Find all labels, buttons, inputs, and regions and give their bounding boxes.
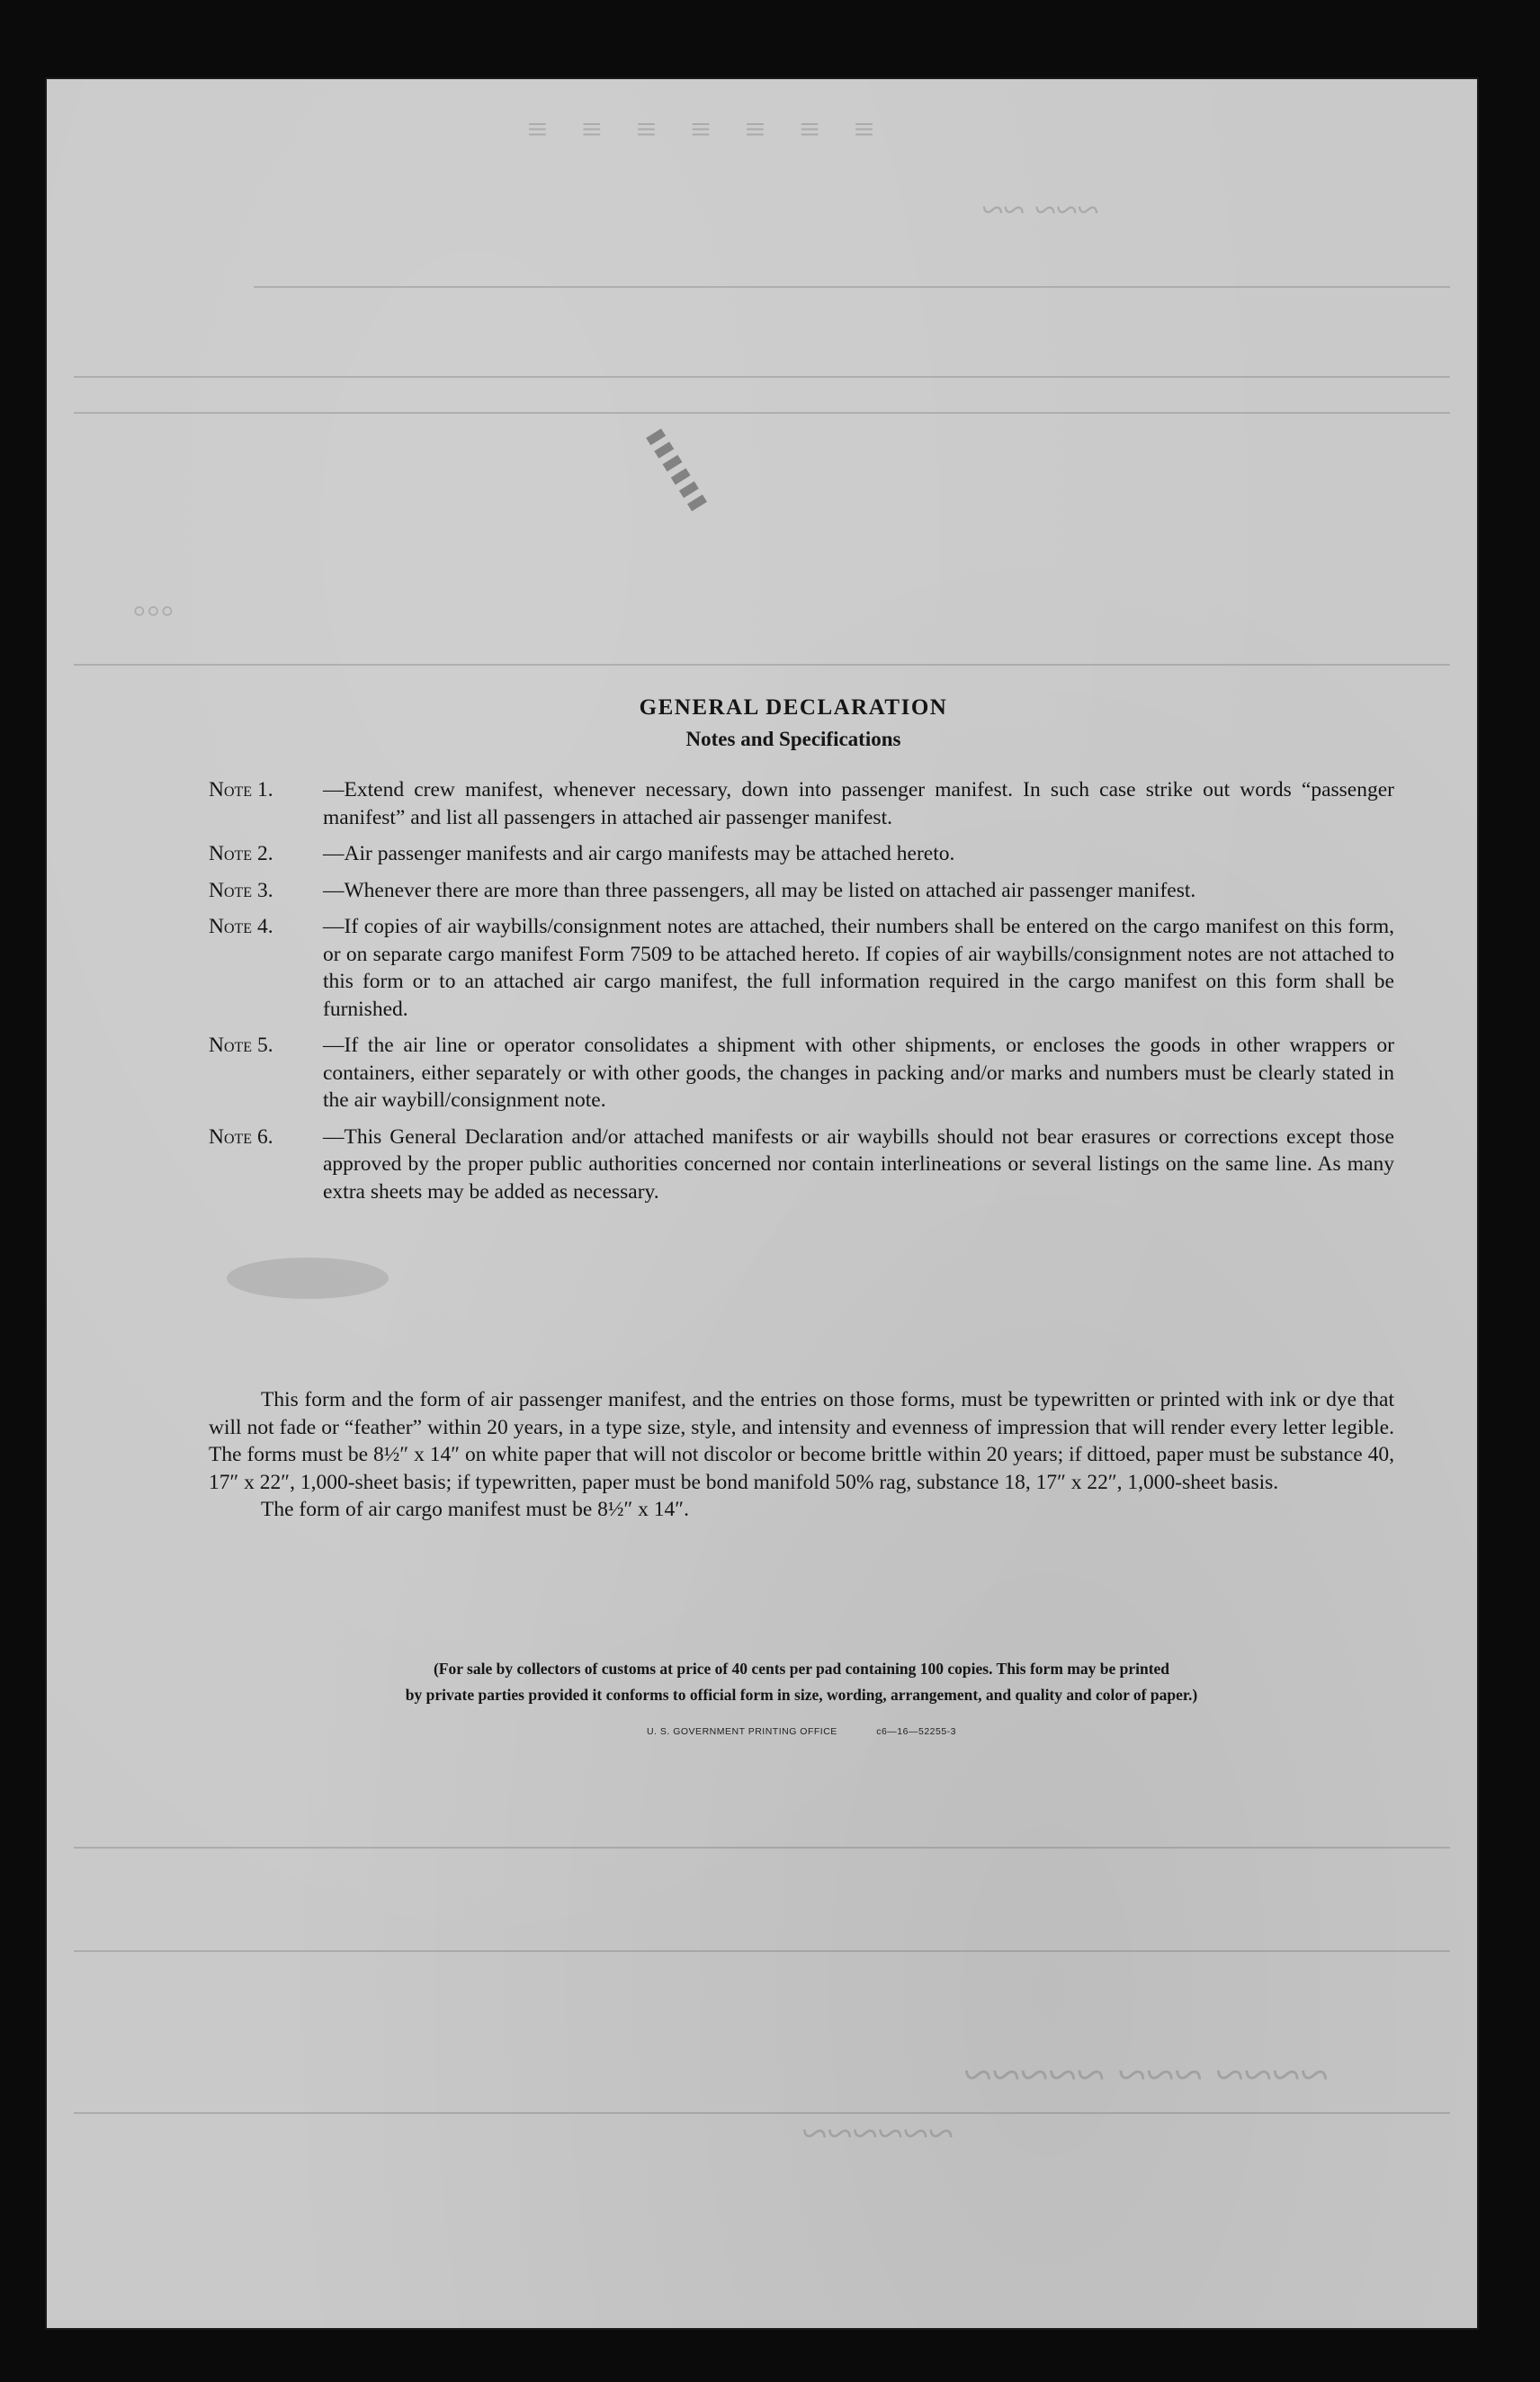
note-text: —This General Declaration and/or attached manifests or air waybills should not bear erasures or corrections except those approved by the proper public authorities concerned nor contain interlineations or several listings on the same line. As many extra sheets may be added as necessary. [323,1124,1394,1204]
note-text: —Whenever there are more than three passengers, all may be listed on attached air passenger manifest. [323,878,1196,902]
note-label: Note 3. [209,878,273,902]
requirements-paragraph: The form of air cargo manifest must be 8½″ x 14″. [261,1498,689,1521]
bleed-through-rule [74,1950,1450,1952]
document-page [47,79,1477,2328]
document-title: GENERAL DECLARATION [639,695,948,720]
note-label: Note 5. [209,1034,273,1057]
printer-imprint [209,1726,1394,1737]
bleed-through-rule [74,376,1450,378]
printing-office: U. S. GOVERNMENT PRINTING OFFICE [646,1726,837,1737]
sale-note-line: (For sale by collectors of customs at price of 40 cents per pad containing 100 copies. This form may be printed [433,1660,1170,1678]
note-item [209,1124,1394,1206]
note-item [209,840,1394,868]
bleed-through-rule [74,412,1450,414]
note-text: —If the air line or operator consolidates a shipment with other shipments, or encloses the goods in other wrappers or containers, either separately or with other goods, the changes in packing and/or marks and numbers must be clearly stated in the air waybill/consignment note. [323,1034,1394,1112]
note-label: Note 1. [209,778,273,801]
sale-note [209,1656,1394,1708]
note-item [209,913,1394,1023]
print-code: c6—16—52255-3 [876,1726,957,1737]
note-item [209,877,1394,905]
note-item [209,1032,1394,1115]
bleed-through-rule [74,664,1450,666]
bleed-through-rule [254,286,1450,288]
notes-list [209,776,1394,1214]
bleed-through-number: ◦◦◦ [132,588,175,632]
bleed-through-handwriting: ~~~ ~~ [982,188,1100,232]
note-label: Note 4. [209,915,273,938]
note-text: —If copies of air waybills/consignment notes are attached, their numbers shall be entered on the cargo manifest on this form, or on separate cargo manifest Form 7509 to be attached hereto. If copies of air waybills/consignment notes are not attached to this form or to an attached air cargo manifest, the full information required in the cargo manifest on this form shall be furnished. [323,915,1394,1021]
bleed-through-handwriting: ~~~~~~ [802,2109,954,2160]
note-label: Note 6. [209,1124,273,1149]
bleed-through-handwriting: ~~~~ ~~~ ~~~~~ [964,2046,1330,2104]
bleed-through-rule [74,2112,1450,2114]
requirements-paragraph: This form and the form of air passenger manifest, and the entries on those forms, must be typewritten or printed with ink or dye that will not fade or “feather” within 20 years, in a type size, style, and intensity and evenness of impression that will render every letter legible. The forms must be 8½″ x 14″ on white paper that will not discolor or become brittle within 20 years; if dittoed, paper must be substance 40, 17″ x 22″, 1,000-sheet basis; if typewritten, paper must be bond manifold 50% rag, substance 18, 17″ x 22″, 1,000-sheet basis. [209,1388,1394,1494]
note-item [209,776,1394,831]
document-subtitle: Notes and Specifications [685,728,901,750]
note-text: —Extend crew manifest, whenever necessary, down into passenger manifest. In such case strike out words “passenger manifest” and list all passengers in attached air passenger manifest. [323,778,1394,829]
ink-smudge [227,1258,389,1299]
bleed-through-heading: ≡ ≡ ≡ ≡ ≡ ≡ ≡ [515,109,874,149]
sale-note-line: by private parties provided it conforms to official form in size, wording, arrangement, and quality and color of paper.) [405,1686,1198,1704]
note-label: Note 2. [209,842,273,865]
rubber-stamp-mark: ▮▮▮▮▮▮ [642,424,715,517]
document-heading [209,695,1378,751]
bleed-through-rule [74,1847,1450,1849]
form-requirements [209,1386,1394,1524]
note-text: —Air passenger manifests and air cargo manifests may be attached hereto. [323,842,955,865]
